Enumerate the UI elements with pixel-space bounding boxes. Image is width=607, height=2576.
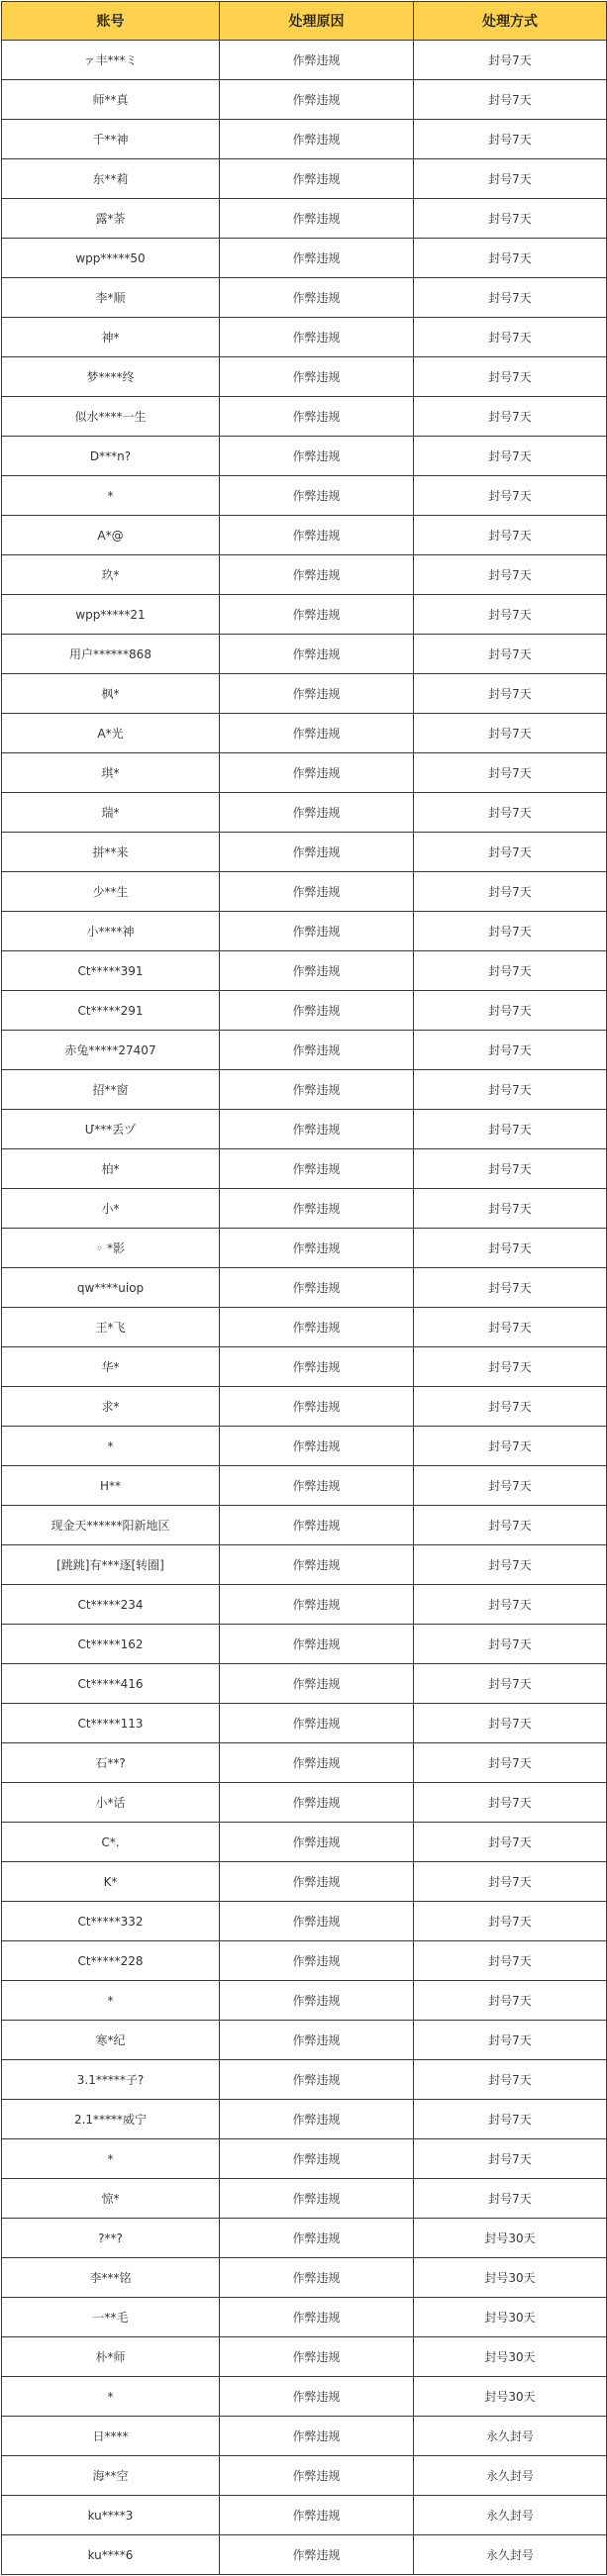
reason-cell: 作弊违规: [220, 951, 414, 991]
account-cell: 招**窗: [2, 1070, 220, 1110]
account-cell: C*.: [2, 1823, 220, 1862]
reason-cell: 作弊违规: [220, 1347, 414, 1387]
action-cell: 封号7天: [414, 199, 607, 239]
account-cell: qw****uiop: [2, 1268, 220, 1308]
action-cell: 封号30天: [414, 2219, 607, 2258]
reason-cell: 作弊违规: [220, 2377, 414, 2417]
action-cell: 封号7天: [414, 1229, 607, 1268]
reason-cell: 作弊违规: [220, 1823, 414, 1862]
reason-cell: 作弊违规: [220, 2258, 414, 2298]
account-cell: *: [2, 476, 220, 516]
action-cell: 封号7天: [414, 1308, 607, 1347]
action-cell: 封号7天: [414, 1585, 607, 1625]
action-cell: 封号7天: [414, 1545, 607, 1585]
table-row: [2, 516, 607, 555]
action-cell: 封号7天: [414, 1783, 607, 1823]
account-cell: Ct*****113: [2, 1704, 220, 1743]
reason-cell: 作弊违规: [220, 1506, 414, 1545]
reason-cell: 作弊违规: [220, 912, 414, 951]
account-cell: Ct*****332: [2, 1902, 220, 1941]
table-row: [2, 991, 607, 1031]
account-cell: ku****3: [2, 2496, 220, 2535]
table-row: [2, 1031, 607, 1070]
action-cell: 封号7天: [414, 80, 607, 120]
action-cell: 封号7天: [414, 1031, 607, 1070]
reason-cell: 作弊违规: [220, 714, 414, 753]
action-cell: 封号7天: [414, 1189, 607, 1229]
table-row: [2, 872, 607, 912]
action-cell: 永久封号: [414, 2496, 607, 2535]
reason-cell: 作弊违规: [220, 1625, 414, 1664]
action-cell: 封号7天: [414, 1625, 607, 1664]
action-cell: 封号7天: [414, 318, 607, 357]
reason-cell: 作弊违规: [220, 1031, 414, 1070]
table-row: [2, 120, 607, 159]
account-cell: ◦ *影: [2, 1229, 220, 1268]
reason-cell: 作弊违规: [220, 1149, 414, 1189]
reason-cell: 作弊违规: [220, 1229, 414, 1268]
account-cell: 李*顺: [2, 278, 220, 318]
table-header-row: [2, 2, 607, 41]
table-row: [2, 437, 607, 476]
action-cell: 永久封号: [414, 2417, 607, 2456]
table-row: [2, 1783, 607, 1823]
reason-cell: 作弊违规: [220, 239, 414, 278]
table-row: [2, 2219, 607, 2258]
table-row: [2, 2535, 607, 2575]
action-cell: 封号7天: [414, 239, 607, 278]
account-cell: 求*: [2, 1387, 220, 1427]
table-row: [2, 1941, 607, 1981]
reason-cell: 作弊违规: [220, 437, 414, 476]
action-cell: 永久封号: [414, 2535, 607, 2575]
table-row: [2, 2021, 607, 2060]
action-cell: 封号7天: [414, 1506, 607, 1545]
table-row: [2, 833, 607, 872]
action-cell: 封号7天: [414, 2021, 607, 2060]
account-cell: 日****: [2, 2417, 220, 2456]
table-row: [2, 595, 607, 635]
account-cell: A*光: [2, 714, 220, 753]
action-cell: 封号7天: [414, 437, 607, 476]
account-cell: [跳跳]有***逐[转圈]: [2, 1545, 220, 1585]
account-cell: 2.1*****威宁: [2, 2100, 220, 2139]
table-row: [2, 1704, 607, 1743]
table-row: [2, 1427, 607, 1466]
account-cell: ?**?: [2, 2219, 220, 2258]
reason-cell: 作弊违规: [220, 1268, 414, 1308]
account-cell: 玖*: [2, 555, 220, 595]
table-row: [2, 239, 607, 278]
table-row: [2, 278, 607, 318]
table-row: [2, 2298, 607, 2337]
account-cell: *: [2, 2139, 220, 2179]
table-row: [2, 714, 607, 753]
reason-cell: 作弊违规: [220, 278, 414, 318]
action-cell: 封号7天: [414, 1743, 607, 1783]
reason-cell: 作弊违规: [220, 2417, 414, 2456]
action-cell: 封号30天: [414, 2337, 607, 2377]
action-cell: 封号7天: [414, 714, 607, 753]
reason-cell: 作弊违规: [220, 2298, 414, 2337]
reason-cell: 作弊违规: [220, 1189, 414, 1229]
action-cell: 封号7天: [414, 1902, 607, 1941]
reason-cell: 作弊违规: [220, 635, 414, 674]
account-cell: Ct*****162: [2, 1625, 220, 1664]
reason-cell: 作弊违规: [220, 555, 414, 595]
table-row: [2, 1189, 607, 1229]
table-row: [2, 1664, 607, 1704]
account-cell: ァ丰***ミ: [2, 41, 220, 80]
action-cell: 封号7天: [414, 951, 607, 991]
reason-cell: 作弊违规: [220, 1862, 414, 1902]
account-cell: 瑞*: [2, 793, 220, 833]
action-cell: 封号7天: [414, 278, 607, 318]
account-cell: 神*: [2, 318, 220, 357]
action-cell: 封号7天: [414, 674, 607, 714]
account-cell: Ct*****234: [2, 1585, 220, 1625]
reason-cell: 作弊违规: [220, 2100, 414, 2139]
account-cell: 海**空: [2, 2456, 220, 2496]
account-cell: *: [2, 1427, 220, 1466]
table-row: [2, 912, 607, 951]
account-cell: D***n?: [2, 437, 220, 476]
action-cell: 封号30天: [414, 2377, 607, 2417]
action-cell: 封号7天: [414, 159, 607, 199]
table-row: [2, 2417, 607, 2456]
reason-cell: 作弊违规: [220, 397, 414, 437]
table-row: [2, 1387, 607, 1427]
reason-cell: 作弊违规: [220, 2337, 414, 2377]
table-row: [2, 2139, 607, 2179]
account-cell: 现金天******阳新地区: [2, 1506, 220, 1545]
reason-cell: 作弊违规: [220, 1427, 414, 1466]
reason-cell: 作弊违规: [220, 2021, 414, 2060]
table-row: [2, 555, 607, 595]
reason-cell: 作弊违规: [220, 2179, 414, 2219]
reason-cell: 作弊违规: [220, 357, 414, 397]
action-cell: 封号7天: [414, 476, 607, 516]
action-cell: 封号7天: [414, 753, 607, 793]
table-row: [2, 1902, 607, 1941]
table-row: [2, 80, 607, 120]
reason-cell: 作弊违规: [220, 476, 414, 516]
action-cell: 封号7天: [414, 2139, 607, 2179]
table-row: [2, 1110, 607, 1149]
reason-cell: 作弊违规: [220, 1743, 414, 1783]
action-cell: 封号7天: [414, 41, 607, 80]
table-row: [2, 1506, 607, 1545]
account-cell: 寒*纪: [2, 2021, 220, 2060]
table-body: [2, 41, 607, 2575]
action-cell: 封号7天: [414, 1823, 607, 1862]
reason-cell: 作弊违规: [220, 159, 414, 199]
table-row: [2, 2179, 607, 2219]
account-cell: 东**莉: [2, 159, 220, 199]
reason-cell: 作弊违规: [220, 2496, 414, 2535]
account-cell: 小****神: [2, 912, 220, 951]
reason-cell: 作弊违规: [220, 120, 414, 159]
reason-cell: 作弊违规: [220, 80, 414, 120]
reason-cell: 作弊违规: [220, 1783, 414, 1823]
action-cell: 封号7天: [414, 595, 607, 635]
reason-cell: 作弊违规: [220, 1308, 414, 1347]
reason-cell: 作弊违规: [220, 753, 414, 793]
table-row: [2, 1149, 607, 1189]
action-cell: 封号7天: [414, 555, 607, 595]
account-cell: 柏*: [2, 1149, 220, 1189]
reason-cell: 作弊违规: [220, 2060, 414, 2100]
account-cell: 少**生: [2, 872, 220, 912]
table-row: [2, 1229, 607, 1268]
action-cell: 封号7天: [414, 1427, 607, 1466]
action-cell: 封号30天: [414, 2258, 607, 2298]
account-cell: 琪*: [2, 753, 220, 793]
reason-cell: 作弊违规: [220, 1110, 414, 1149]
account-cell: 3.1*****子?: [2, 2060, 220, 2100]
action-cell: 封号7天: [414, 635, 607, 674]
account-cell: Ct*****291: [2, 991, 220, 1031]
reason-cell: 作弊违规: [220, 1585, 414, 1625]
account-cell: 朴*师: [2, 2337, 220, 2377]
table-row: [2, 318, 607, 357]
table-row: [2, 1625, 607, 1664]
action-cell: 封号7天: [414, 1268, 607, 1308]
account-cell: 似水****一生: [2, 397, 220, 437]
account-cell: Ct*****228: [2, 1941, 220, 1981]
table-row: [2, 951, 607, 991]
action-cell: 封号7天: [414, 1149, 607, 1189]
account-cell: *: [2, 2377, 220, 2417]
account-cell: 小*: [2, 1189, 220, 1229]
account-cell: K*: [2, 1862, 220, 1902]
table-row: [2, 1308, 607, 1347]
table-row: [2, 2060, 607, 2100]
account-cell: wpp*****50: [2, 239, 220, 278]
header-account: 账号: [2, 2, 220, 41]
account-cell: 赤兔*****27407: [2, 1031, 220, 1070]
reason-cell: 作弊违规: [220, 1545, 414, 1585]
reason-cell: 作弊违规: [220, 2139, 414, 2179]
action-cell: 封号7天: [414, 1110, 607, 1149]
account-cell: 枫*: [2, 674, 220, 714]
account-cell: *: [2, 1981, 220, 2021]
table-row: [2, 397, 607, 437]
action-cell: 封号7天: [414, 1466, 607, 1506]
account-cell: 千**神: [2, 120, 220, 159]
table-row: [2, 1585, 607, 1625]
action-cell: 封号7天: [414, 397, 607, 437]
account-cell: wpp*****21: [2, 595, 220, 635]
action-cell: 封号7天: [414, 1070, 607, 1110]
header-reason: 处理原因: [220, 2, 414, 41]
reason-cell: 作弊违规: [220, 833, 414, 872]
action-cell: 封号7天: [414, 991, 607, 1031]
action-cell: 封号7天: [414, 872, 607, 912]
account-cell: ku****6: [2, 2535, 220, 2575]
reason-cell: 作弊违规: [220, 991, 414, 1031]
action-cell: 封号7天: [414, 1664, 607, 1704]
action-cell: 封号7天: [414, 1981, 607, 2021]
action-cell: 封号7天: [414, 2060, 607, 2100]
table-row: [2, 793, 607, 833]
account-cell: Ct*****416: [2, 1664, 220, 1704]
table-row: [2, 2100, 607, 2139]
table-row: [2, 2456, 607, 2496]
action-cell: 封号7天: [414, 120, 607, 159]
table-row: [2, 635, 607, 674]
account-cell: 小*话: [2, 1783, 220, 1823]
reason-cell: 作弊违规: [220, 1664, 414, 1704]
account-cell: 惊*: [2, 2179, 220, 2219]
table-row: [2, 1466, 607, 1506]
reason-cell: 作弊违规: [220, 2219, 414, 2258]
reason-cell: 作弊违规: [220, 2456, 414, 2496]
table-row: [2, 1823, 607, 1862]
table-row: [2, 199, 607, 239]
reason-cell: 作弊违规: [220, 1941, 414, 1981]
account-cell: 师**真: [2, 80, 220, 120]
reason-cell: 作弊违规: [220, 1070, 414, 1110]
action-cell: 封号7天: [414, 1941, 607, 1981]
table-row: [2, 753, 607, 793]
account-cell: 梦****终: [2, 357, 220, 397]
reason-cell: 作弊违规: [220, 199, 414, 239]
account-cell: 石**?: [2, 1743, 220, 1783]
action-cell: 封号7天: [414, 912, 607, 951]
action-cell: 封号7天: [414, 793, 607, 833]
reason-cell: 作弊违规: [220, 1902, 414, 1941]
table-row: [2, 1268, 607, 1308]
reason-cell: 作弊违规: [220, 674, 414, 714]
table-row: [2, 41, 607, 80]
account-cell: Մ***丢ヅ: [2, 1110, 220, 1149]
table-row: [2, 1070, 607, 1110]
table-row: [2, 1347, 607, 1387]
table-row: [2, 1981, 607, 2021]
action-cell: 封号7天: [414, 1387, 607, 1427]
table-row: [2, 1862, 607, 1902]
table-row: [2, 674, 607, 714]
action-cell: 封号7天: [414, 2179, 607, 2219]
table-row: [2, 2496, 607, 2535]
reason-cell: 作弊违规: [220, 1704, 414, 1743]
action-cell: 封号7天: [414, 516, 607, 555]
action-cell: 封号7天: [414, 357, 607, 397]
table-row: [2, 1545, 607, 1585]
action-cell: 封号30天: [414, 2298, 607, 2337]
action-cell: 永久封号: [414, 2456, 607, 2496]
account-cell: 李***铭: [2, 2258, 220, 2298]
action-cell: 封号7天: [414, 1704, 607, 1743]
action-cell: 封号7天: [414, 1347, 607, 1387]
header-action: 处理方式: [414, 2, 607, 41]
action-cell: 封号7天: [414, 833, 607, 872]
reason-cell: 作弊违规: [220, 318, 414, 357]
account-cell: 王*飞: [2, 1308, 220, 1347]
account-cell: Ct*****391: [2, 951, 220, 991]
account-cell: 用户******868: [2, 635, 220, 674]
table-row: [2, 2258, 607, 2298]
account-cell: 拼**来: [2, 833, 220, 872]
account-cell: A*@: [2, 516, 220, 555]
action-cell: 封号7天: [414, 2100, 607, 2139]
account-cell: 华*: [2, 1347, 220, 1387]
table-row: [2, 159, 607, 199]
account-cell: 露*荼: [2, 199, 220, 239]
table-row: [2, 357, 607, 397]
ban-list-table: [1, 1, 607, 2575]
reason-cell: 作弊违规: [220, 872, 414, 912]
table-row: [2, 476, 607, 516]
reason-cell: 作弊违规: [220, 1466, 414, 1506]
account-cell: 一**毛: [2, 2298, 220, 2337]
table-row: [2, 2377, 607, 2417]
reason-cell: 作弊违规: [220, 1981, 414, 2021]
reason-cell: 作弊违规: [220, 793, 414, 833]
table-row: [2, 2337, 607, 2377]
reason-cell: 作弊违规: [220, 2535, 414, 2575]
table-row: [2, 1743, 607, 1783]
reason-cell: 作弊违规: [220, 41, 414, 80]
account-cell: H**: [2, 1466, 220, 1506]
action-cell: 封号7天: [414, 1862, 607, 1902]
reason-cell: 作弊违规: [220, 516, 414, 555]
reason-cell: 作弊违规: [220, 1387, 414, 1427]
reason-cell: 作弊违规: [220, 595, 414, 635]
